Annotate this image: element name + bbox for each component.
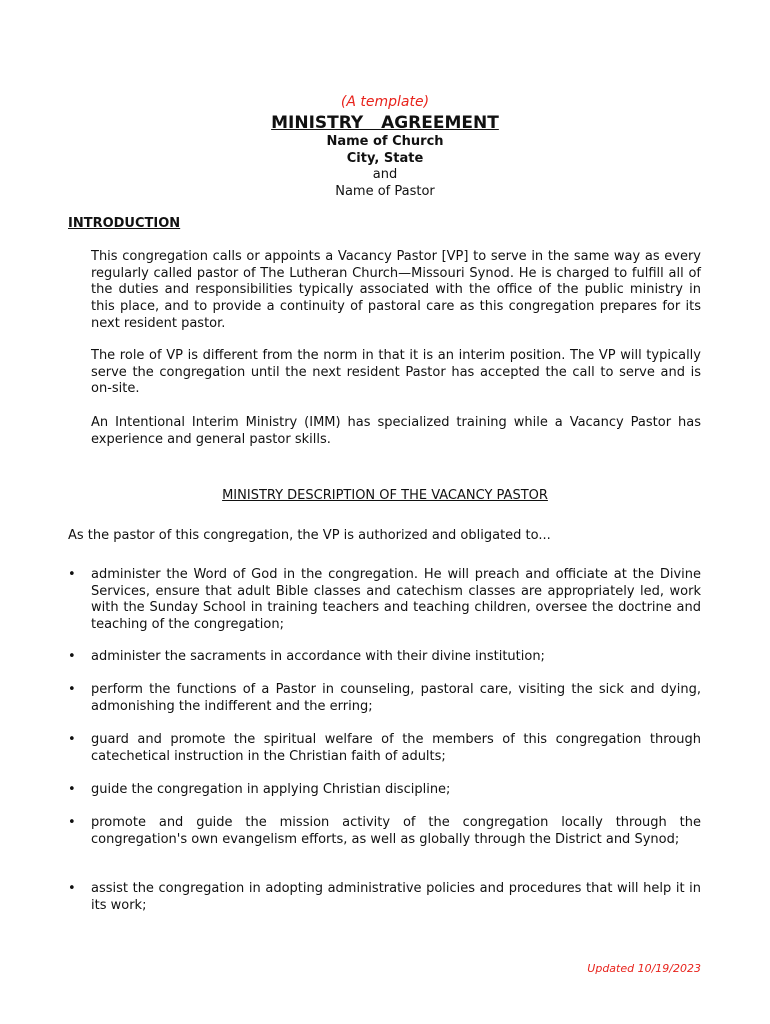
list-item-text: promote and guide the mission activity of the congregation locally through the congregation's own evangelism efforts, as well as globally through the District and Synod; [91,815,701,847]
ministry-lead-sentence: As the pastor of this congregation, the VP is authorized and obligated to... [68,528,551,543]
bullet-icon: • [68,682,76,697]
list-item-text: assist the congregation in adopting administrative policies and procedures that will help it in its work; [91,881,701,913]
intro-paragraph-3: An Intentional Interim Ministry (IMM) has specialized training while a Vacancy Pastor has experience and general pastor skills. [91,415,701,447]
list-item-text: administer the Word of God in the congregation. He will preach and officiate at the Divine Services, ensure that adult Bible classes and catechism classes are appropriately led, work with the Sunday School in training teachers and teaching children, oversee the doctrine and teaching of the congregation; [91,567,701,633]
list-item-text: guide the congregation in applying Christian discipline; [91,782,451,797]
bullet-icon: • [68,815,76,830]
list-item [68,649,701,666]
city-state: City, State [346,150,424,166]
list-item [68,682,701,715]
page-title: MINISTRY AGREEMENT [271,113,499,133]
bullet-icon: • [68,881,76,896]
pastor-name: Name of Pastor [335,183,435,199]
intro-paragraph-2: The role of VP is different from the norm in that it is an interim position. The VP will typically serve the congregation until the next resident Pastor has accepted the call to serve and is on-site. [91,348,701,397]
bullet-icon: • [68,782,76,797]
document-header [0,93,770,200]
list-item [68,732,701,765]
ministry-description-heading: MINISTRY DESCRIPTION OF THE VACANCY PASTOR [222,488,548,503]
and-conjunction: and [372,167,398,182]
bullet-icon: • [68,732,76,747]
list-item-text: perform the functions of a Pastor in counseling, pastoral care, visiting the sick and dying, admonishing the indifferent and the erring; [91,682,701,714]
template-note: (A template) [340,94,430,110]
updated-date: Updated 10/19/2023 [587,962,701,975]
introduction-heading: INTRODUCTION [68,216,181,231]
church-name: Name of Church [326,134,444,149]
list-item-text: administer the sacraments in accordance with their divine institution; [91,649,545,664]
list-item [68,567,701,634]
list-item-text: guard and promote the spiritual welfare of the members of this congregation through catechetical instruction in the Christian faith of adults; [91,732,701,764]
list-item [68,881,701,914]
list-item [68,815,701,848]
intro-paragraph-1: This congregation calls or appoints a Vacancy Pastor [VP] to serve in the same way as every regularly called pastor of The Lutheran Church—Missouri Synod. He is charged to fulfill all of the duties and responsibilities typically associated with the office of the public ministry in this place, and to provide a continuity of pastoral care as this congregation prepares for its next resident pastor. [91,249,701,331]
bullet-icon: • [68,567,76,582]
list-item [68,782,701,799]
bullet-icon: • [68,649,76,664]
